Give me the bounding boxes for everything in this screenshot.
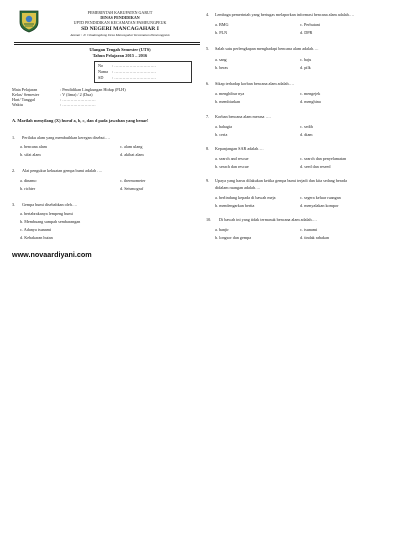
- option-d[interactable]: d. tindak rabakan: [300, 235, 329, 240]
- option-c[interactable]: c. baju: [300, 57, 312, 62]
- id-value: : …………………………: [112, 75, 157, 80]
- option-c[interactable]: c. mengejek: [300, 91, 321, 96]
- option-a[interactable]: a. bertabrakanya lempeng bumi: [20, 211, 73, 216]
- option-b[interactable]: b. membiarkan: [215, 99, 241, 104]
- garut-logo: [18, 9, 40, 33]
- option-a[interactable]: a. search and rescue: [215, 156, 249, 161]
- option-a[interactable]: a. bahagia: [215, 124, 232, 129]
- option-d[interactable]: d. akibat alam: [120, 152, 144, 157]
- school-name: SD NEGERI MANCAGAHAR I: [81, 25, 159, 32]
- option-b[interactable]: b. longsor dan gempa: [215, 235, 252, 240]
- header-divider-thin: [14, 44, 200, 45]
- pemkab-line: PEMERINTAH KABUPATEN GARUT: [87, 10, 153, 15]
- option-c[interactable]: c. alam ulang: [120, 144, 143, 149]
- option-c[interactable]: c. segera keluar ruangan: [300, 195, 341, 200]
- option-d[interactable]: d. menyalakan kompor: [300, 203, 339, 208]
- school-address: Alamat : Jl. Cikadongdong Desa Mancagahar Kecamatan Pameungpeuk: [70, 32, 170, 37]
- option-c[interactable]: c. Adanya tsunami: [20, 227, 52, 232]
- option-b[interactable]: b. richter: [20, 186, 36, 191]
- question-text: Salah satu perlengkapan menghadapi bencana alam adalah….: [215, 46, 319, 51]
- meta-time: [12, 102, 96, 107]
- option-a[interactable]: a. BMG: [215, 22, 229, 27]
- question-number: 1.: [12, 135, 16, 140]
- question-text: Perilaku alam yang membuthkan keregan disebut….: [22, 135, 110, 140]
- id-label: SD: [98, 75, 104, 80]
- option-d[interactable]: d. DPR: [300, 30, 313, 35]
- option-d[interactable]: d. seed dan reseed: [300, 164, 331, 169]
- student-id-box: [94, 61, 192, 83]
- option-b[interactable]: b. PLN: [215, 30, 228, 35]
- option-c[interactable]: c. sedih: [300, 124, 313, 129]
- letterhead: [40, 10, 200, 38]
- website-watermark: www.novaardiyani.com: [12, 250, 92, 259]
- option-b[interactable]: b. mendengarkan berita: [215, 203, 255, 208]
- question-number: 5.: [206, 46, 210, 51]
- option-b[interactable]: b. serach dan rescue: [215, 164, 249, 169]
- question-number: 6.: [206, 81, 210, 86]
- instruction-text: A. Marilah menyilang (X) huruf a, b, c, dan d pada jawaban yang benar!: [12, 118, 149, 123]
- option-d[interactable]: d. Seismograf: [120, 186, 144, 191]
- question-text: Kepanjangan SAR adalah….: [215, 146, 264, 151]
- meta-label: Kelas/ Semester: [12, 92, 40, 97]
- option-a[interactable]: a. menghibur nya: [215, 91, 245, 96]
- meta-value: : ……………………: [60, 102, 96, 107]
- option-c[interactable]: c. thermometer: [120, 178, 146, 183]
- dinas-line: DINAS PENDIDIKAN: [100, 15, 140, 21]
- question-text: Alat pengukur kekuatan gempa bumi adalah ….: [22, 168, 103, 173]
- question-text: Gempa bumi disebabkan oleh….: [22, 202, 78, 207]
- question-text: Sikap terhadap korban bencana alam adalah….: [215, 81, 294, 86]
- meta-label: Hari/ Tanggal: [12, 97, 36, 102]
- meta-label: Waktu: [12, 102, 23, 107]
- question-number: 8.: [206, 146, 210, 151]
- option-d[interactable]: d. diam: [300, 132, 313, 137]
- exam-year: Tahun Pelajaran 2015 – 2016: [92, 53, 148, 58]
- id-value: : …………………………: [112, 63, 157, 68]
- exam-title: Ulangan Tengah Semester (UTS): [89, 47, 151, 52]
- option-a[interactable]: a. bencana alam: [20, 144, 47, 149]
- question-number: 2.: [12, 168, 16, 173]
- question-number: 3.: [12, 202, 16, 207]
- meta-value: : ……………………: [60, 97, 96, 102]
- option-b[interactable]: b. beras: [215, 65, 229, 70]
- uptd-line: UPTD PENDIDIKAN KECAMATAN PAMEUNGPEUK: [73, 20, 167, 26]
- option-d[interactable]: d. Kebakaran hutan: [20, 235, 53, 240]
- option-b[interactable]: b. sifat alam: [20, 152, 41, 157]
- header-divider: [14, 42, 200, 43]
- option-b[interactable]: b. Membuang sampah sembarangan: [20, 219, 81, 224]
- question-text: Upaya yang harus dilakukan ketika gempa bumi terjadi dan kita sedang berada: [215, 178, 347, 183]
- option-c[interactable]: c. search dan penyelamatan: [300, 156, 347, 161]
- id-label: No: [98, 63, 104, 68]
- meta-value: : V (lima) / 2 (Dua): [60, 92, 93, 97]
- option-a[interactable]: a. berlindung kepada di bawah meja: [215, 195, 276, 200]
- option-a[interactable]: a. dinamo: [20, 178, 37, 183]
- option-a[interactable]: a. sang: [215, 57, 227, 62]
- question-text-cont: didalam ruangan adalah….: [215, 185, 261, 190]
- meta-label: Mata Pelajaran: [12, 87, 38, 92]
- option-c[interactable]: c. Perhutani: [300, 22, 321, 27]
- option-d[interactable]: d. pilk: [300, 65, 311, 70]
- question-number: 9.: [206, 178, 210, 183]
- option-d[interactable]: d. menghina: [300, 99, 321, 104]
- question-number: 4.: [206, 12, 210, 17]
- option-c[interactable]: c. tsunami: [300, 227, 318, 232]
- question-number: 7.: [206, 114, 210, 119]
- question-text: Di bawah ini yang tidak termasuk bencana alam adalah….: [219, 217, 317, 222]
- option-b[interactable]: b. ceria: [215, 132, 228, 137]
- question-number: 10.: [206, 217, 212, 222]
- id-row-no: [98, 63, 156, 68]
- id-row-nama: [98, 69, 156, 74]
- id-label: Nama: [98, 69, 108, 74]
- question-text: Lembaga pemerintah yang bertugas melaporkan informasi bencana alam adalah….: [215, 12, 354, 17]
- id-row-sd: [98, 75, 156, 80]
- question-text: Korban bencana alam merasa ….: [215, 114, 271, 119]
- exam-heading: [50, 47, 190, 59]
- option-a[interactable]: a. banjir: [215, 227, 229, 232]
- meta-value: : Pendidikan Lingkungan Hidup (PLH): [60, 87, 126, 92]
- id-value: : …………………………: [112, 69, 157, 74]
